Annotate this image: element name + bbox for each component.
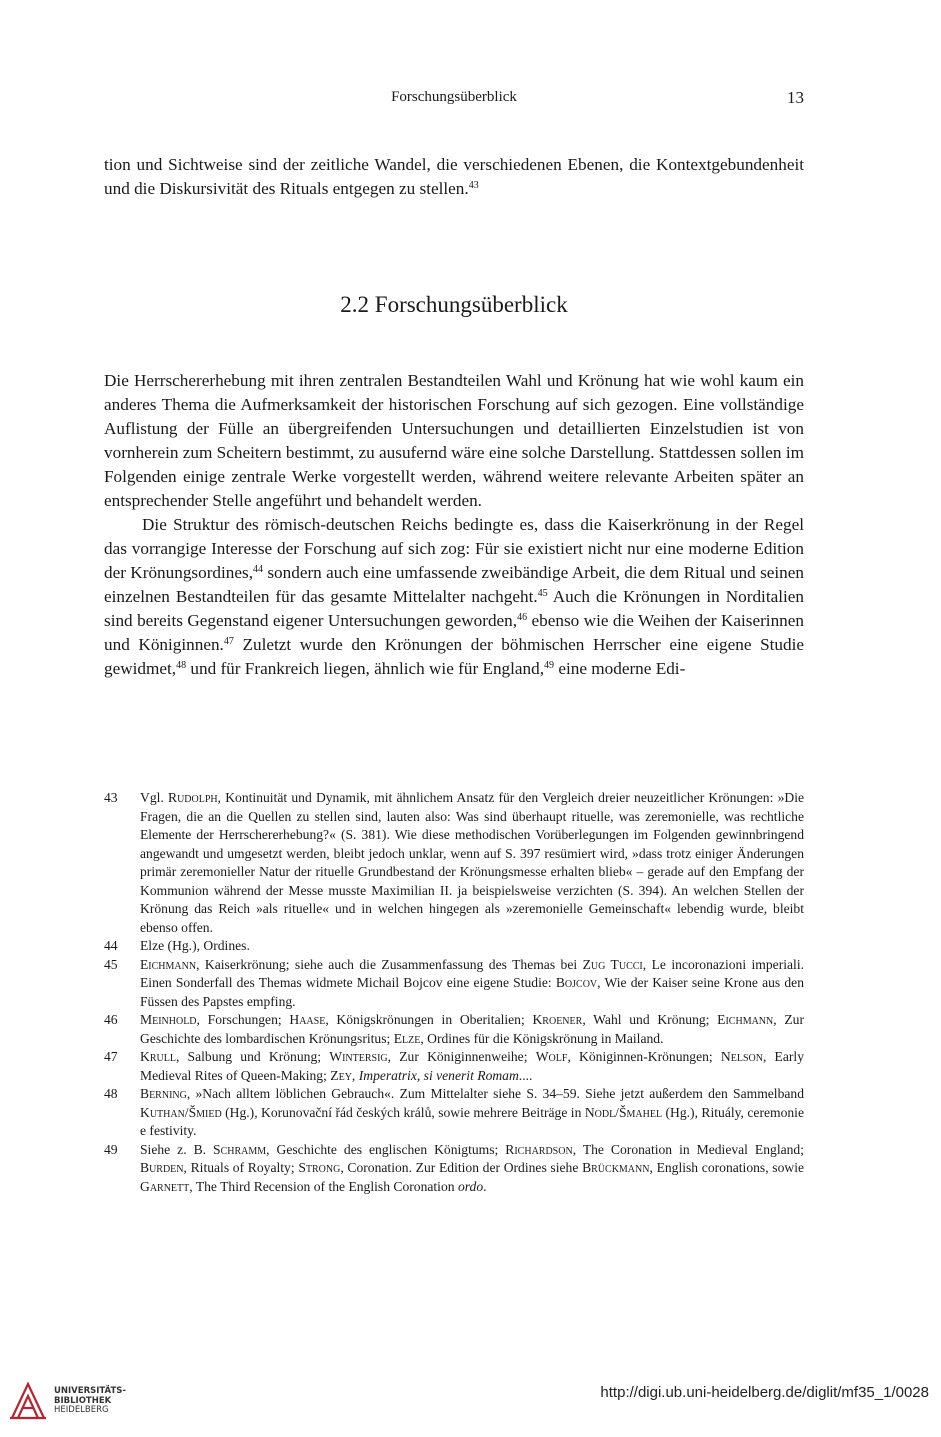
footnote-number: 47 [104, 1049, 118, 1064]
footnote-ref-46[interactable]: 46 [517, 612, 528, 623]
running-head [104, 89, 804, 111]
running-title: Forschungsüberblick [391, 89, 517, 105]
paragraph-2: Die Struktur des römisch-deutschen Reichs bedingte es, dass die Kaiserkrönung in der Regel das vorrangige Interesse der Forschung auf sich zog: Für sie existiert nicht nur eine moderne Edition der Krönungsordines,$^{44}$ sondern auch eine umfassende zweibändige Arbeit, die dem Ritual und seinen einzelnen Bestandteilen für das gesamte Mittelalter nachgeht.$^{45}$ Auch die Krönungen in Norditalien sind bereits Gegenstand eigener Untersuchungen geworden,$^{46}$ ebenso wie die Weihen der Kaiserinnen und Königinnen.$^{47}$ Zuletzt wurde den Krönungen der böhmischen Herrscher eine eigene Studie gewidmet,$^{48}$ und für Frankreich liegen, ähnlich wie für England,$^{49}$ eine moderne Edi- [104, 515, 804, 678]
library-emblem-icon [8, 1378, 48, 1422]
footnote-46: 46 Meinhold, Forschungen; Haase, Königskrönungen in Oberitalien; Kroener, Wahl und Krönung; Eichmann, Zur Geschichte des lombardischen Krönungsritus; Elze, Ordines für die Königskrönung in Mailand. [104, 1012, 805, 1046]
footnote-ref-48[interactable]: 48 [176, 660, 187, 671]
author-name: Zey [330, 1067, 352, 1083]
footnote-number: 48 [104, 1086, 118, 1101]
intro-text: tion und Sichtweise sind der zeitliche Wandel, die verschiedenen Ebenen, die Kontextgebundenheit und die Diskursivität des Rituals entgegen zu stellen. [104, 155, 804, 198]
library-logo[interactable] [8, 1378, 138, 1422]
source-url[interactable]: http://digi.ub.uni-heidelberg.de/diglit/mf35_1/0028 [600, 1384, 929, 1401]
paragraph-1: Die Herrschererhebung mit ihren zentralen Bestandteilen Wahl und Krönung hat wie wohl kaum ein anderes Thema die Aufmerksamkeit der historischen Forschung auf sich gezogen. Eine vollständige Auflistung der Fülle an übergreifenden Untersuchungen und detaillierten Einzelstudien ist von vornherein zum Scheitern bestimmt, zu ausufernd wäre eine solche Darstellung. Stattdessen sollen im Folgenden einige zentrale Werke vorgestellt werden, während weitere relevante Arbeiten später an entsprechender Stelle angeführt und behandelt werden. [104, 371, 804, 510]
footnote-45: 45 Eichmann, Kaiserkrönung; siehe auch die Zusammenfassung des Themas bei Zug Tucci, Le incoronazioni imperiali. Einen Sonderfall des Themas widmete Michail Bojcov eine eigene Studie: Bojcov, Wie der Kaiser seine Krone aus den Füssen des Papstes empfing. [104, 956, 804, 1009]
author-name: Nodl/Šmahel [584, 1104, 663, 1120]
main-text [104, 369, 804, 681]
author-name: Bojcov [555, 975, 598, 990]
author-name: Elze [393, 1030, 421, 1046]
author-name: Burden [140, 1160, 184, 1175]
author-name: Haase [289, 1012, 326, 1027]
footnote-48: 48 Berning, »Nach alltem löblichen Gebrauch«. Zum Mittelalter siehe S. 34–59. Siehe jetzt außerdem den Sammelband Kuthan/Šmied (Hg.), Korunovační řád českých králů, sowie mehrere Beiträge in Nodl/Šmahel (Hg.), Rituály, ceremonie e festivity. [104, 1086, 804, 1138]
author-name: Meinhold [140, 1012, 197, 1027]
footnote-ref-49[interactable]: 49 [544, 660, 555, 671]
footnote-49: 49 Siehe z. B. Schramm, Geschichte des englischen Königtums; Richardson, The Coronation in Medieval England; Burden, Rituals of Royalty; Strong, Coronation. Zur Edition der Ordines siehe Brückmann, English coronations, sowie Garnett, The Third Recension of the English Coronation ordo. [104, 1141, 805, 1194]
author-name: Garnett [140, 1178, 190, 1194]
author-name: Wolf [535, 1049, 568, 1064]
author-name: Eichmann [140, 956, 197, 972]
author-name: Kuthan/Šmied [140, 1104, 222, 1120]
author-name: Nelson [720, 1049, 763, 1064]
author-name: Kroener [532, 1012, 583, 1027]
author-name: Rudolph [168, 790, 218, 805]
author-name: Strong [298, 1160, 341, 1175]
author-name: Richardson [505, 1141, 573, 1157]
footnote-number: 46 [104, 1012, 118, 1027]
footnote-number: 45 [104, 956, 118, 972]
footnote-ref-44[interactable]: 44 [253, 564, 263, 575]
footnote-ref-47[interactable]: 47 [223, 636, 234, 647]
footnote-43: 43 Vgl. Rudolph, Kontinuität und Dynamik, mit ähnlichem Ansatz für den Vergleich dreier neuzeitlicher Krönungen: »Die Fragen, die an die Quellen zu stellen sind, lauten also: Was sind überhaupt rituelle, was zeremonielle, was rechtliche Elemente der Herrschererhebung?« (S. 381). Wie diese methodischen Vorüberlegungen im Folgenden gewinnbringend angewandt und umgesetzt werden, bleibt jedoch unklar, wenn auf S. 397 resümiert wird, »dass trotz einiger Änderungen primär zeremonieller Natur der rituelle Grundbestand der Krönungsmesse erhalten blieb« – gerade auf den Empfang der Kommunion während der Messe musste Maximilian II. ja beispielsweise verzichten (S. 394). An welchen Stellen der Krönung das Reich »als rituelle« und in welchen hingegen als »zeremonielle Gemeinschaft« lebendig wurde, bleibt ebenso offen. [104, 790, 804, 935]
section-heading: 2.2 Forschungsüberblick [340, 292, 568, 317]
italic-title: Imperatrix, si venerit Romam [358, 1067, 519, 1083]
intro-paragraph [104, 153, 804, 201]
footnote-47: 47 Krull, Salbung und Krönung; Wintersig, Zur Königinnenweihe; Wolf, Königinnen-Krönungen; Nelson, Early Medieval Rites of Queen-Making; Zey, Imperatrix, si venerit Romam.... [104, 1049, 804, 1083]
page-number: 13 [787, 88, 804, 107]
italic-title: ordo [457, 1178, 484, 1194]
footnote-number: 49 [104, 1141, 118, 1157]
footnotes [104, 789, 804, 1196]
library-name: UNIVERSITÄTS- BIBLIOTHEK HEIDELBERG [54, 1386, 126, 1415]
footnote-ref-43[interactable]: 43 [468, 180, 479, 191]
author-name: Zug Tucci [582, 956, 643, 972]
footnote-number: 44 [104, 938, 118, 953]
footnote-44: 44 Elze (Hg.), Ordines. [104, 937, 804, 956]
author-name: Krull [140, 1049, 176, 1064]
author-name: Brückmann [582, 1160, 650, 1175]
footnote-number: 43 [104, 790, 118, 805]
author-name: Wintersig [329, 1049, 388, 1064]
author-name: Eichmann [717, 1012, 774, 1027]
author-name: Schramm [213, 1141, 267, 1157]
author-name: Berning [140, 1086, 187, 1101]
footnote-ref-45[interactable]: 45 [537, 588, 548, 599]
